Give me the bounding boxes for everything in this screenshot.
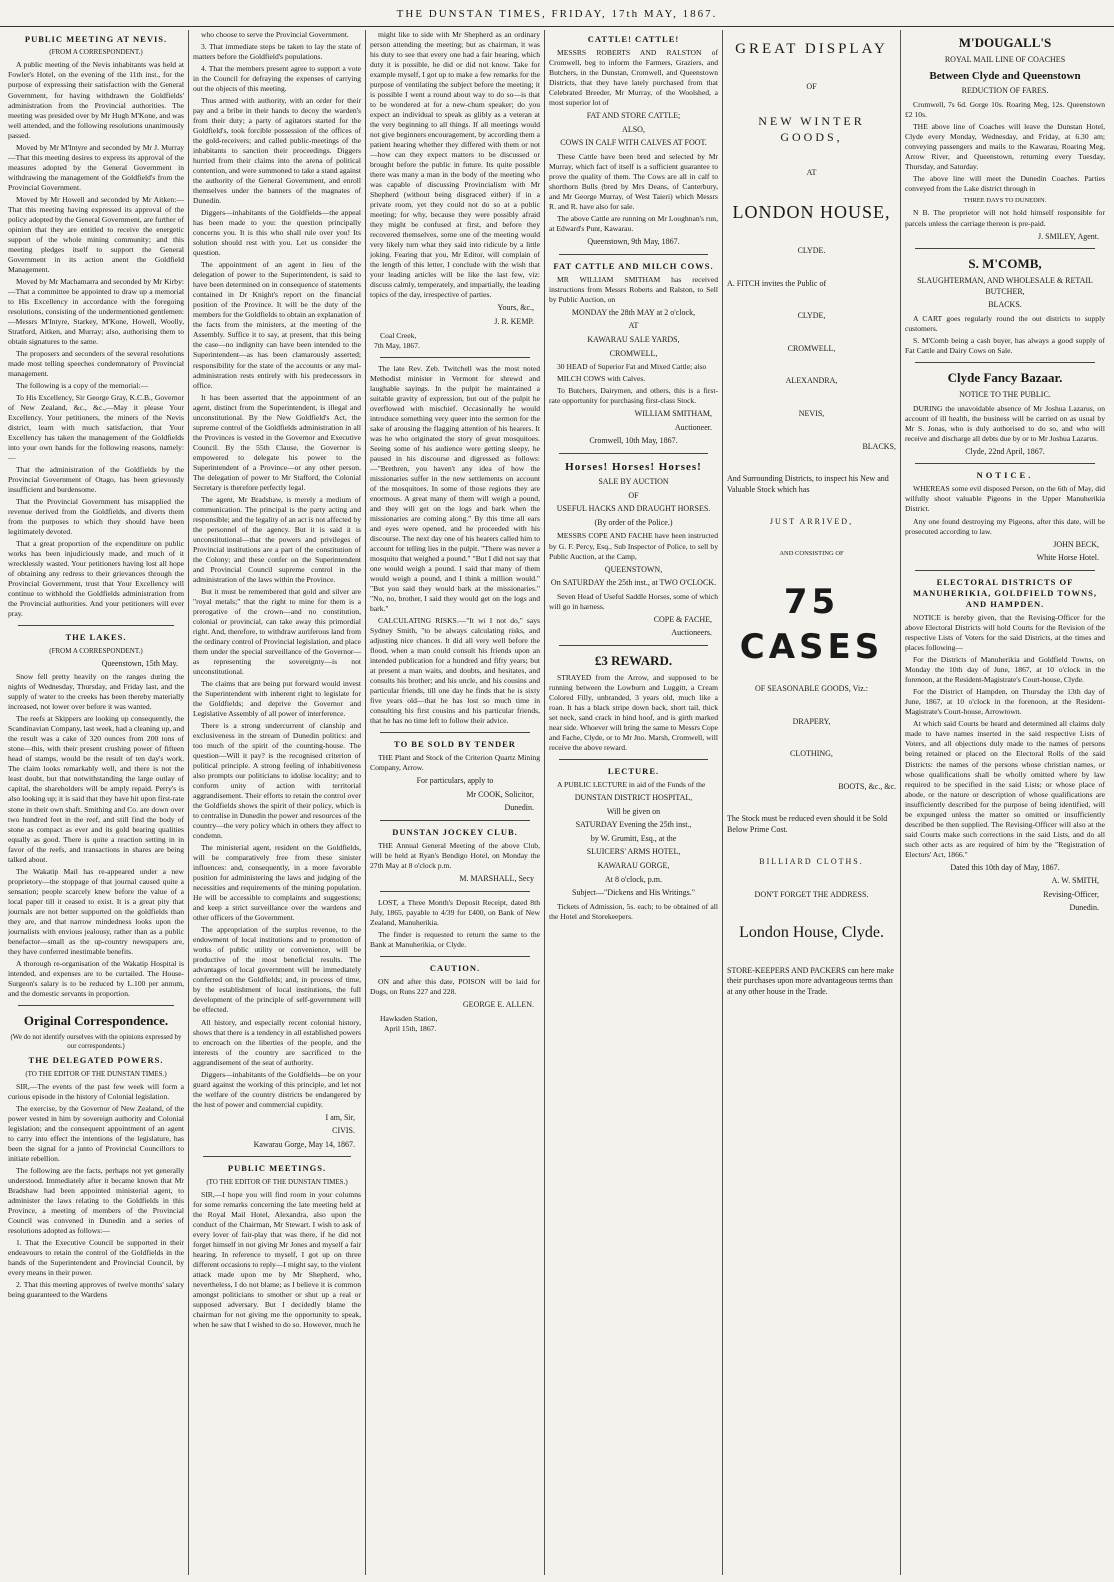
paragraph: The Wakatip Mail has re-appeared under a new proprietory—the stoppage of that journal caused quite a sensation; people scarcely knew before the value of a local paper till it ceased to exist. It is a great pity that journals are not better supported on the goldfields than they are, and that narrow mindedness looks upon the journalists with envious jealousy, rather than as a public benefactor—small as the up-country newspapers are, they have conferred inestimable benefits. bbox=[8, 866, 184, 956]
divider bbox=[559, 453, 708, 454]
paragraph: 4. That the members present agree to support a vote in the Council for defraying the expenses of carrying out the objects of this meeting. bbox=[193, 64, 361, 94]
paragraph: The finder is requested to return the same to the Bank at Manuherikia, or Clyde. bbox=[370, 929, 540, 949]
paragraph: Thus armed with authority, with an order for their pay and a bribe in their hands to decoy the warden's from their duty; a party of agitators started for the Goldfield's, took forcible possession of the offices of the gold-receivers; and called public-meetings of the inhabitants to sanction their proceedings. Diggers hurried from their claims into the arena of political contention, and were summoned to take a stand against the authority of the General Government, and enroll themselves under the banners of the magnates of Dunedin. bbox=[193, 96, 361, 206]
paragraph: CALCULATING RISKS.—"It wi I not do," says Sydney Smith, "to be always calculating risks, and adjusting nice chances. It did all very well before the flood, when a man could consult his friends upon an intended publication for a hundred and fifty years; but at present a man waits, and doubts, and hesitates, and consults his brother; and his uncle, and his cousins and particular friends, till one day he finds that he is sixty five years old—that he has lost so much time in consulting his first cousins and his particular friends, that he has no time left to follow their advice. bbox=[370, 615, 540, 726]
paragraph: A PUBLIC LECTURE in aid of the Funds of the bbox=[557, 780, 706, 790]
ad-line: SATURDAY Evening the 25th inst., bbox=[575, 820, 692, 830]
paragraph: The following is a copy of the memorial:— bbox=[16, 380, 149, 390]
paragraph: WHEREAS some evil disposed Person, on the 6th of May, did wilfully shoot valuable Pigeons in the Upper Manuherikia District. bbox=[905, 484, 1105, 514]
ad-line: SLAUGHTERMAN, AND WHOLESALE & RETAIL BUTCHER, bbox=[917, 276, 1093, 296]
paragraph: N B. The proprietor will not hold himself responsible for parcels unless the carriage thereon is pre-paid. bbox=[905, 208, 1105, 228]
paragraph: NOTICE is hereby given, that the Revising-Officer for the above Electoral Districts will hold Courts for the Revision of the respective Lists of Voters for the said Districts, at the times and places following— bbox=[905, 613, 1105, 653]
ad-heading: TO BE SOLD BY TENDER bbox=[394, 739, 516, 750]
paragraph: LOST, a Three Month's Deposit Receipt, dated 8th July, 1865, payable to 4/39 for £400, on Bank of New Zealand, Manuherikia. bbox=[370, 897, 540, 927]
ad-heading: ELECTORAL DISTRICTS OF MANUHERIKIA, GOLDFIELD TOWNS, AND HAMPDEN. bbox=[912, 576, 1098, 610]
ad-line: BLACKS, bbox=[862, 441, 896, 451]
place: Dunedin. bbox=[1069, 903, 1099, 913]
divider bbox=[18, 625, 174, 626]
divider bbox=[915, 570, 1095, 571]
closing: Yours, &c., bbox=[497, 303, 534, 313]
ad-line: FAT AND STORE CATTLE; bbox=[586, 111, 681, 121]
divider bbox=[915, 463, 1095, 464]
headline: THE DELEGATED POWERS. bbox=[28, 1055, 164, 1066]
ad-line: CROMWELL, bbox=[609, 348, 658, 358]
divider bbox=[380, 732, 530, 733]
role: Auctioneers. bbox=[671, 628, 712, 638]
byline: (TO THE EDITOR OF THE DUNSTAN TIMES.) bbox=[206, 1177, 348, 1186]
paragraph: For the District of Hampden, on Thursday the 13th day of June, 1867, at 10 o'clock in the forenoon, at the Resident-Magistrate's Court-house, Arrowtown. bbox=[905, 687, 1105, 717]
ad-line: KAWARAU GORGE, bbox=[597, 861, 670, 870]
paragraph: THE above line of Coaches will leave the Dunstan Hotel, Clyde every Monday, Wednesday, and Friday, at 6.30 am; conveying passengers and mails to the Kawarau, Roaring Meg, Arrow River, and Queenstown, returning every Tuesday, Thursday, and Saturday. bbox=[905, 121, 1105, 171]
paragraph: might like to side with Mr Shepherd as an ordinary person attending the meeting; but as chairman, it was his duty to see that every one had a fair hearing, which duty it is possible, he did or did not know. Take for example myself, I got up to make a few remarks for the purpose of ventilating the subject before the meeting; it is possible I went a round about way to do so—is that to be wondered at for a new-chum speaker; do you expect an individual to speak as glibly as a veteran at the very beginning to all things. If all meetings would not give beginners encouragement, by according them a patient hearing whether they differed with them or not—how can they expect matters to be discussed or brought before the public in future. Its quite possible there was many a man in the body of the meeting who was capable of discussing Provincialism with Mr Shepherd (without being disgraced either) if in a private room, yet they could not do so at a public meeting; for why, because they were possibly afraid they might be confused at first, and before they recovered themselves, some one of the meeting would very likely turn what they said into ridicule by a little joking. Fearing that you, Mr Editor, will complain of the length of this letter, I conclude with the wish that your leading articles will be like the last few, viz: discuss calmly, temperately, and impartially, the leading topics of the day, irrespective of parties. bbox=[370, 30, 540, 300]
date: 7th May, 1867. bbox=[374, 340, 420, 350]
paragraph: MR WILLIAM SMITHAM has received instructions from Messrs Roberts and Ralston, to Sell by Public Auction, on bbox=[549, 274, 718, 304]
divider bbox=[559, 759, 708, 760]
ad-line: NEVIS, bbox=[798, 409, 825, 419]
dateline: Clyde, 22nd April, 1867. bbox=[965, 446, 1045, 456]
column-rule bbox=[365, 30, 366, 1575]
ad-heading: M'DOUGALL'S bbox=[958, 35, 1052, 50]
divider bbox=[203, 1156, 351, 1157]
ad-line: OF SEASONABLE GOODS, Viz.: bbox=[755, 684, 868, 694]
paragraph: Moved by Mr Machamarra and seconded by Mr Kirby:—That a committee be appointed to draw up a memorial to His Excellency in accordance with the foregoing resolutions, consisting of the undermentioned gentlemen:—Messrs M'Intyre, Starkey, M'Kone, Howell, Woolly, Stratford, Aitken, and Murray; also, authorising them to obtain signatures to the same. bbox=[8, 276, 184, 346]
column-1 bbox=[8, 30, 184, 1575]
divider bbox=[380, 820, 530, 821]
dateline: Cromwell, 10th May, 1867. bbox=[589, 436, 678, 446]
divider bbox=[18, 1005, 174, 1006]
ad-heading: S. M'COMB, bbox=[968, 256, 1042, 272]
paragraph: For the Districts of Manuherikia and Goldfield Towns, on Monday the 10th day of June, 1867, at 10 o'clock in the forenoon, at the Resident-Magistrate's Court-house, Clyde. bbox=[905, 655, 1105, 685]
ad-line: STORE-KEEPERS AND PACKERS can here make their purchases upon more advantageous terms than at any other house in the Trade. bbox=[727, 965, 894, 996]
paragraph: MILCH COWS with Calves. bbox=[557, 374, 646, 384]
ad-line: Dunedin. bbox=[504, 803, 534, 813]
ad-line: COWS IN CALF WITH CALVES AT FOOT. bbox=[560, 138, 707, 148]
paragraph: The appropriation of the surplus revenue, to the endowment of local institutions and to promotion of works of public utility or convenience, will be productive of the most beneficial results. The advantages of local government will be immediately conferred on the Goldfields; and, in process of time, by the establishment of local institutions, the full development of the principle of self-government will be effected. bbox=[193, 925, 361, 1015]
column-5 bbox=[727, 30, 896, 1575]
ad-line: CROMWELL, bbox=[787, 343, 836, 353]
column-3 bbox=[370, 30, 540, 1575]
paragraph: Diggers—inhabitants of the Goldfields—the appeal has been made to you: the question principally concerns you. It is this who shall rule over you! Its solution should rest with you. Let us consider the question. bbox=[193, 208, 361, 258]
signature: J. SMILEY, Agent. bbox=[1038, 231, 1099, 241]
paragraph: MESSRS COPE AND FACHE have been instructed by G. F. Percy, Esq., Sub Inspector of Police, to sell by Public Auction, at the Camp, bbox=[549, 531, 718, 561]
column-rule bbox=[544, 30, 545, 1575]
ad-heading: CATTLE! CATTLE! bbox=[587, 34, 680, 44]
paragraph: ON and after this date, POISON will be laid for Dogs, on Runs 227 and 228. bbox=[370, 977, 540, 997]
ad-line: Will be given on bbox=[606, 806, 661, 816]
column-rule bbox=[188, 30, 189, 1575]
dateline: Queenstown, 9th May, 1867. bbox=[587, 237, 680, 247]
ad-line: Mr COOK, Solicitor, bbox=[466, 789, 534, 799]
paragraph: DURING the unavoidable absence of Mr Joshua Lazarus, on account of ill health, the business will be carried on as usual by Mr S. Jonas, who is duly authorised to do so, and who will receive and discharge all debts due by or to Mr Joshua Lazarus. bbox=[905, 403, 1105, 443]
masthead: THE DUNSTAN TIMES, FRIDAY, 17th MAY, 1867. bbox=[0, 8, 1114, 27]
ad-heading: LECTURE. bbox=[607, 766, 660, 777]
role: Revising-Officer, bbox=[1043, 889, 1099, 899]
paragraph: SIR,—I hope you will find room in your columns for some remarks concerning the late meeting held at the Royal Mail Hotel, Alexandra, also upon the conduct of the Chairman, Mr Stewart. I wish to ask of every lover of fair-play that was there, if he did not forget himself in not giving Mr Jones and myself a fair hearing. In reference to myself, I got up on three different occasions to reply—I might say, to the violent attack made upon me by Mr Shepherd, who, nevertheless, I do not blame; as I believe it is common amongst politicians to smother or shut up a real or supposed adversary. But I decidedly blame the chairman for not giving me the opportunity to speak, when he saw that I wished to do so. However, much he bbox=[193, 1189, 361, 1329]
ad-line: A. FITCH invites the Public of bbox=[727, 278, 827, 288]
paragraph: There is a strong undercurrent of clanship and exclusiveness in the stream of Dunedin politics: and too much of the spirit of the counting-house. The question—Will it pay? is the recognised criterion of political principle. A strong feeling of inhabitiveness also prompts our politicians to idolise locality; and to conform unity of action with territorial aggrandisement. Their efforts to retain the control over the Goldfields shows the spirit of their policy, which is to centralise in Dunedin the power and resources of the country—the very policy which in others they affect to condemn. bbox=[193, 721, 361, 841]
paragraph: The proposers and seconders of the several resolutions made most telling speeches condemnatory of Provincial management. bbox=[8, 348, 184, 378]
paragraph: The ministerial agent, resident on the Goldfields, will be comparatively free from these sinister influences: and, consequently, in a more favorable position for administering the laws and judging of the necessities and requirements of the mining population. He will be accessible to complaints and suggestions; and keep a strict surveillance over the wardens and other officers of the Government. bbox=[193, 843, 361, 923]
paragraph: But it must be remembered that gold and silver are "royal metals;" that the right to mine for them is a prerogative of the crown—and no constitution, colonial or provincial, can take away this primordial right. And, therefore, to withdraw auriferous land from the ordinary control of Provincial legislation, and place them under the special surveillance of the Governor—as representing the sovereignty—is not unconstitutional. bbox=[193, 586, 361, 676]
ad-line: Subject—"Dickens and His Writings." bbox=[572, 888, 695, 898]
signature: GEORGE E. ALLEN. bbox=[462, 1000, 534, 1010]
paragraph: These Cattle have been bred and selected by Mr Murray, which fact of itself is a sufficient guarantee to prove the quality of them. The Cows are all in calf to shorthorn Bulls (bred by Mrs Deans, of Canterbury, and Mr George Murray, of West Taieri) which Messrs R. and R. have also for sale. bbox=[549, 151, 718, 212]
ad-line: On SATURDAY the 25th inst., at TWO O'CLOCK. bbox=[550, 578, 717, 588]
paragraph: The appointment of an agent in lieu of the delegation of power to the Superintendent, is said to have been determined on in consequence of statements contained in Dr Knight's report on the financial position of the Province. It will be the duty of the members for the Goldfields to obtain an explanation of the facts from the ministers, at the meeting of the Assembly. Suffice it to say, at present, that this being the case—no indignity can have been intended to the Superintendent—as has been clamarously asserted; responsibility for the state of the accounts or any mal-administration rests entirely with his predecessors in office. bbox=[193, 260, 361, 390]
place: Hawksden Station, bbox=[380, 1013, 438, 1023]
ad-title: NEW WINTER GOODS, bbox=[758, 114, 865, 145]
ad-title: London House, Clyde. bbox=[739, 924, 884, 942]
paragraph: All history, and especially recent colonial history, shows that there is a tendency in all established powers to encroach on the liberties of the people, and the interests of the country are sacrificed to the aggrandisement of the seat of authority. bbox=[193, 1017, 361, 1067]
ad-line: ROYAL MAIL LINE OF COACHES bbox=[944, 55, 1066, 65]
paragraph: The agent, Mr Bradshaw, is merely a medium of communication. The principal is the party acting and responsible; and the legality of an act is not affected by the personnel of the agency. But it is said it is unconstitutional—that the powers and privileges of Provincial institutions are a part of the constitution of the Colony; and these confer on the Superintendent and Provincial Council supreme control in the administration of the laws within the Province. bbox=[193, 494, 361, 584]
column-6 bbox=[905, 30, 1105, 1575]
ad-line: USEFUL HACKS AND DRAUGHT HORSES. bbox=[556, 504, 711, 514]
ad-line: REDUCTION OF FARES. bbox=[961, 86, 1049, 96]
signature: J. R. KEMP. bbox=[494, 316, 534, 326]
paragraph: THE Plant and Stock of the Criterion Quartz Mining Company, Arrow. bbox=[370, 753, 540, 773]
paragraph: The exercise, by the Governor of New Zealand, of the power vested in him by sovereign authority and Colonial legislation; and the consequent appointment of an agent to carry into effect the intentions of the legislature, has been the signal for a junto of Provincial Councillors to initiate rebellion. bbox=[8, 1103, 184, 1163]
paragraph: Tickets of Admission, 5s. each; to be obtained of all the Hotel and Storekeepers. bbox=[549, 901, 718, 921]
column-rule bbox=[722, 30, 723, 1575]
role: White Horse Hotel. bbox=[1036, 553, 1099, 563]
date: April 15th, 1867. bbox=[384, 1023, 437, 1033]
divider bbox=[559, 645, 708, 646]
role: Auctioneer. bbox=[674, 422, 712, 432]
signature: A. W. SMITH, bbox=[1051, 876, 1099, 886]
signature: WILLIAM SMITHAM, bbox=[634, 409, 712, 419]
ad-line: CLYDE, bbox=[797, 311, 826, 321]
ad-line: QUEENSTOWN, bbox=[604, 564, 663, 574]
place: Coal Creek, bbox=[380, 330, 417, 340]
column-rule bbox=[900, 30, 901, 1575]
dateline: Queenstown, 15th May. bbox=[101, 658, 178, 668]
paragraph: The following are the facts, perhaps not yet generally understood. Immediately after it became known that Mr Bradshaw had been appointed ministerial agent, to administer the laws relating to the Goldfields in this Province, a meeting of members of the Provincial Council was convened in Dunedin and a series of resolutions adopted as follows:— bbox=[8, 1166, 184, 1236]
ad-line: At 8 o'clock, p.m. bbox=[605, 874, 662, 884]
paragraph: A CART goes regularly round the out districts to supply customers. bbox=[905, 313, 1105, 333]
ad-heading: NOTICE. bbox=[976, 470, 1034, 481]
paragraph: S. M'Comb being a cash buyer, has always a good supply of Fat Cattle and Dairy Cows on Sale. bbox=[905, 335, 1105, 355]
paragraph: At which said Courts be heard and determined all claims duly made to have names inserted in the said respective Lists of Voters, and all objections duly made to the names of persons being retained or placed on the Electoral Rolls of the said Districts: the names of the persons whose christian names, or whose qualifications shall be wholly omitted where by law required to be specified in the said Lists; or whose place of abode, or the nature or description of whose qualifications are insufficiently described for the purpose of being identified, will be expunged unless the matter so omitted or insufficiently described be then supplied. The Revising-Officer will also at the said Courts make such corrections in the said Lists, and do all such other acts as are required of him by the "Registration of Electors' Act, 1866." bbox=[905, 719, 1105, 859]
ad-line: MONDAY the 28th MAY at 2 o'clock, bbox=[571, 307, 696, 317]
paragraph: THE Annual General Meeting of the above Club, will be held at Ryan's Bendigo Hotel, on Monday the 27th May at 8 o'clock p.m. bbox=[370, 841, 540, 871]
signature: M. MARSHALL, Secy bbox=[459, 874, 534, 884]
ad-line: BLACKS. bbox=[988, 300, 1022, 310]
paragraph: That a great proportion of the expenditure on public works has been injudiciously made, and much of it wrecklessly wasted. Your petitioners having lost all hope of obtaining any redress to their grievances through the Provincial Government, trust that Your Excellency will continue to withhold the Goldfields administration from the Provincial authorities. And your petitioners will ever pray. bbox=[8, 539, 184, 619]
paragraph: The late Rev. Zeb. Twitchell was the most noted Methodist minister in Vermont for shrewd and laughable sayings. In the pulpit he maintained a suitable gravity of expression, but out of the pulpit he overflowed with mischief. Occasionally he would introduce something very queer into the sermon for the sake of arousing the flagging attention of his hearers. It was he who originated the story of great mosquitoes. Seeing some of his audience were getting sleepy, he paused in his discourse and digressed as follows:—"Brethren, you haven't any idea of how the missionaries suffer in the new settlements on account of the mosquitoes. In some of those regions they are enormous. A great many of them will weigh a pound, and they will get on the logs and bark when the missionaries are coming along." By this time all ears and eyes were opened, and he proceeded with his discourse. The next day one of his hearers called him to account for telling lies in the pulpit. "There was never a mosquito that weighed a pound." "But I did not say that one would weigh a pound. I said that many of them would weigh a pound, and I think a million would." "But you said they would bark at the missionaries." "No, no, brother, I said they would get on the logs and bark." bbox=[370, 363, 540, 613]
ad-line: by W. Grumitt, Esq., at the bbox=[590, 833, 677, 843]
paragraph: The above Cattle are running on Mr Loughnan's run, at Edward's Punt, Kawarau. bbox=[549, 214, 718, 234]
paragraph: Diggers—inhabitants of the Goldfields—be on your guard against the working of this principle, and let not the welfare of the country districts be endangered by the lust of power and commercial cupidity. bbox=[193, 1069, 361, 1109]
ad-line: AT bbox=[628, 321, 639, 331]
dateline: Dated this 10th day of May, 1867. bbox=[950, 862, 1060, 872]
divider bbox=[380, 357, 530, 358]
ad-line: KAWARAU SALE YARDS, bbox=[587, 334, 680, 344]
paragraph: 3. That immediate steps be taken to lay the state of matters before the Goldfield's populations. bbox=[193, 42, 361, 62]
signature: COPE & FACHE, bbox=[653, 614, 712, 624]
paragraph: who choose to serve the Provincial Government. bbox=[201, 30, 349, 39]
column-4 bbox=[549, 30, 718, 1575]
divider bbox=[559, 254, 708, 255]
ad-line: Between Clyde and Queenstown bbox=[929, 69, 1081, 82]
ad-line: JUST ARRIVED, bbox=[769, 517, 854, 527]
ad-heading: FAT CATTLE AND MILCH COWS. bbox=[553, 260, 714, 271]
ad-line: CLOTHING, bbox=[790, 749, 833, 759]
paragraph: STRAYED from the Arrow, and supposed to be running between the Lowburn and Luggitt, a Cream Colored Filly, unbranded, 3 years old, much like a roan. It has a black stripe down back, short tail, thick set neck, sand crack in hind hoof, and is girth marked near side. Whoever will bring the same to Messrs Cope and Fache, Clyde, or to Mr Jno. Marsh, Cromwell, will receive the above reward. bbox=[549, 672, 718, 753]
ad-line: SALE BY AUCTION bbox=[598, 477, 669, 487]
paragraph: Cromwell, 7s 6d. Gorge 10s. Roaring Meg, 12s. Queenstown £2 10s. bbox=[905, 99, 1105, 119]
ad-line: AT bbox=[806, 168, 817, 177]
paragraph: MESSRS ROBERTS AND RALSTON of Cromwell, beg to inform the Farmers, Graziers, and Butchers, in the Dunstan, Cromwell, and Queenstown Districts, that they have lately purchased from that Celebrated Breeder, Mr Murray, of the Woolshed, a most superior lot of bbox=[549, 48, 718, 108]
ad-line: OF bbox=[628, 490, 639, 500]
paragraph: The above line will meet the Dunedin Coaches. Parties conveyed from the Lake district through in bbox=[905, 173, 1105, 193]
ad-line: The Stock must be reduced even should it be Sold Below Prime Cost. bbox=[727, 814, 888, 834]
ad-heading: CAUTION. bbox=[429, 962, 481, 973]
ad-line: ALEXANDRA, bbox=[785, 376, 838, 386]
ad-line: SLUICERS' ARMS HOTEL, bbox=[586, 847, 681, 857]
headline: PUBLIC MEETING AT NEVIS. bbox=[24, 34, 168, 44]
ad-line: BOOTS, &c., &c. bbox=[838, 781, 896, 791]
paragraph: 30 HEAD of Superior Fat and Mixed Cattle; also bbox=[557, 362, 707, 372]
byline: (TO THE EDITOR OF THE DUNSTAN TIMES.) bbox=[25, 1069, 167, 1078]
paragraph: 2. That this meeting approves of twelve months' salary being guaranteed to the Wardens bbox=[8, 1280, 184, 1300]
paragraph: A thorough re-organisation of the Wakatip Hospital is intended, and expenses are to be curtailed. The House-Surgeon's salary is to be reduced by L.100 per annum, and the domestic servants in proportion. bbox=[8, 958, 184, 998]
ad-line: AND CONSISTING OF bbox=[779, 549, 844, 557]
ad-line: ALSO, bbox=[622, 124, 645, 134]
divider bbox=[380, 891, 530, 892]
ad-line: CLYDE. bbox=[797, 246, 826, 256]
paragraph: A public meeting of the Nevis inhabitants was held at Fowler's Hotel, on the evening of the 11th inst., for the purpose of expressing their satisfaction with the General Government, for having withdrawn the Goldfields' administration from the Provincial authorities. The meeting was presided over by Mr Hugh M'Kone, and was well attended, and the following resolutions unanimously passed. bbox=[8, 60, 184, 140]
paragraph: That the Provincial Government has misapplied the revenue derived from the Goldfields, and diverts them from the purposes to which they should have been legitimately devoted. bbox=[8, 497, 184, 537]
headline: PUBLIC MEETINGS. bbox=[227, 1163, 327, 1174]
byline: (FROM A CORRESPONDENT.) bbox=[49, 48, 143, 57]
paragraph: To His Excellency, Sir George Gray, K.C.B., Governor of New Zealand, &c., &c.,—May it please Your Excellency. Your petitioners, the miners of the Nevis district, learn with much satisfaction, that Your Excellency has taken the management of the Goldfields into your own hands for the following reasons, namely:— bbox=[8, 392, 184, 463]
ad-title: LONDON HOUSE, bbox=[732, 201, 891, 222]
ad-heading: Horses! Horses! Horses! bbox=[565, 460, 702, 473]
divider bbox=[915, 362, 1095, 363]
ad-heading: DUNSTAN JOCKEY CLUB. bbox=[392, 827, 518, 837]
signature: CIVIS. bbox=[332, 1126, 355, 1136]
ad-title: GREAT DISPLAY bbox=[735, 41, 888, 57]
paragraph: Moved by Mr M'Intyre and seconded by Mr J. Murray —That this meeting desires to express its approval of the measures adopted by the General Government in withdrawing the management of the Goldfield's from the Provincial Government. bbox=[8, 142, 184, 192]
paragraph: Snow fell pretty heavily on the ranges during the nights of Wednesday, Thursday, and Friday last, and the supply of water to the creeks has been thereby materially increased, not lower over before it was wanted. bbox=[8, 672, 184, 712]
section-heading: Original Correspondence. bbox=[23, 1012, 169, 1028]
ad-heading: £3 REWARD. bbox=[594, 652, 673, 668]
paragraph: To Butchers, Dairymen, and others, this is a first-rate opportunity for purchasing first-class Stock. bbox=[549, 386, 718, 406]
ad-line: (By order of the Police.) bbox=[594, 517, 673, 527]
paragraph: Moved by Mr Howell and seconded by Mr Aitken:—That this meeting having expressed its approval of the policy adopted by the General Government, are further of opinion that they are entitled to receive the energetic support of the whole mining community; and this meeting pledges itself to support the General Government in its action anent the Goldfield Management. bbox=[8, 194, 184, 274]
dateline: Kawarau Gorge, May 14, 1867. bbox=[253, 1139, 355, 1149]
signature: JOHN BECK, bbox=[1053, 539, 1099, 549]
ad-title: 75 CASES bbox=[739, 582, 884, 668]
ad-line: DRAPERY, bbox=[792, 716, 831, 726]
paragraph: The reefs at Skippers are looking up consequently, the Scandinavian Company, last week, had a cleaning up, and the result was a cake of 320 ounces from 200 tons of stone—this, with their present crushing power of fifteen head of stamps, would be the result of ten day's work. The claim looks remarkably well, and there is not the least doubt, but that notwithstanding the large outlay of capital, the shareholders will be amply repaid. Perry's is also looking up; it is said that they have hit upon first-rate stone in their own shaft. Smithing and Co. are down over two hundred feet in the reef, and still find the body of stone as compact as ever and its gold bearing qualities equally as good. There is quite a reaction setting in in favor of the reefs, and transactions in shares are being talked about. bbox=[8, 714, 184, 864]
paragraph: 1. That the Executive Council be supported in their endeavours to retain the control of the Goldfields in the hands of the Superintendent and Provincial Council, by every means in their power. bbox=[8, 1238, 184, 1278]
headline: THE LAKES. bbox=[65, 632, 127, 643]
ad-line: DON'T FORGET THE ADDRESS. bbox=[754, 889, 869, 899]
ad-heading: Clyde Fancy Bazaar. bbox=[947, 369, 1063, 385]
column-2 bbox=[193, 30, 361, 1575]
ad-line: THREE DAYS TO DUNEDIN. bbox=[963, 196, 1047, 204]
ad-line: BILLIARD CLOTHS. bbox=[759, 857, 864, 867]
divider bbox=[380, 956, 530, 957]
paragraph: SIR,—The events of the past few week will form a curious episode in the history of Colonial legislation. bbox=[8, 1081, 184, 1101]
paragraph: Any one found destroying my Pigeons, after this date, will be prosecuted according to law. bbox=[905, 516, 1105, 536]
ad-line: NOTICE TO THE PUBLIC. bbox=[959, 390, 1051, 400]
byline: (FROM A CORRESPONDENT.) bbox=[49, 646, 143, 655]
divider bbox=[915, 248, 1095, 249]
paragraph: It has been asserted that the appointment of an agent, distinct from the Superintendent, is illegal and unconstitutional. By the New Goldfield's Act, the supreme control of the Goldfields administration in all the Provinces is vested in the Governor and Executive Council. By the 55th Clause, the Governor is empowered to delegate his power to the Superintendent of a Province—or any other person. The delegation of power to Mr Stafford, the Colonial Secretary is therefore perfectly legal. bbox=[193, 392, 361, 492]
disclaimer: (We do not identify ourselves with the opinions expressed by our correspondents.) bbox=[10, 1032, 182, 1051]
paragraph: The claims that are being put forward would invest the Superintendent with inherent right to legislate for the Goldfields; and deprive the Governor and Legislative Assembly of all power of interference. bbox=[193, 678, 361, 719]
ad-line: For particulars, apply to bbox=[416, 776, 494, 786]
paragraph: That the administration of the Goldfields by the Provincial Government of Otago, has been grievously insufficient and burdensome. bbox=[8, 465, 184, 495]
ad-line: And Surrounding Districts, to inspect his New and Valuable Stock which has bbox=[727, 474, 889, 494]
paragraph: Seven Head of Useful Saddle Horses, some of which will go in harness. bbox=[549, 591, 718, 611]
ad-line: OF bbox=[806, 81, 817, 91]
ad-line: DUNSTAN DISTRICT HOSPITAL, bbox=[574, 793, 693, 803]
closing: I am, Sir, bbox=[325, 1112, 355, 1122]
